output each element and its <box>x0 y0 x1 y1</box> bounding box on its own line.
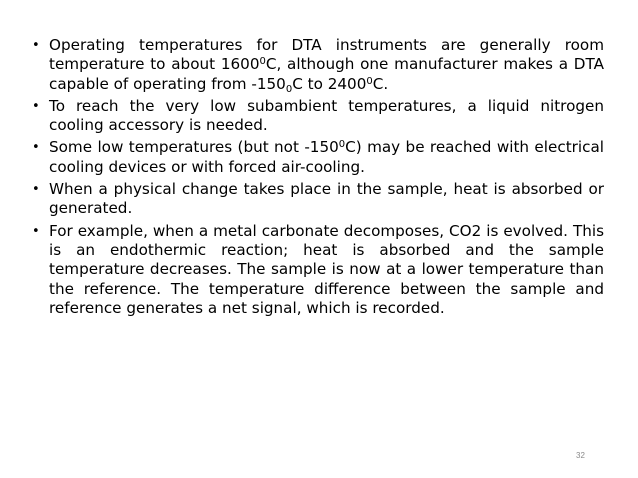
bullet-dot-icon: • <box>32 182 40 198</box>
bullet-list <box>32 36 604 321</box>
text-segment: C. <box>372 74 389 93</box>
bullet-item-example <box>32 222 604 318</box>
text-segment: C to 2400 <box>292 74 367 93</box>
superscript: 0 <box>366 75 373 87</box>
bullet-text: To reach the very low subambient temperatures, a liquid nitrogen cooling accessory is needed. <box>49 96 604 135</box>
bullet-item-subambient <box>32 97 604 136</box>
bullet-dot-icon: • <box>32 223 40 239</box>
bullet-item-operating-temperatures <box>32 36 604 94</box>
subscript: 0 <box>285 83 293 95</box>
bullet-item-physical-change <box>32 180 604 219</box>
bullet-item-low-temperatures <box>32 138 604 177</box>
bullet-text <box>49 36 604 93</box>
superscript: 0 <box>338 139 346 151</box>
text-segment: C, although one manufacturer makes a DTA capable of operating from -150 <box>49 55 604 93</box>
text-segment: Operating temperatures for DTA instruments are generally room temperature to about 1600 <box>49 36 604 74</box>
bullet-dot-icon: • <box>32 98 40 114</box>
text-segment: Some low temperatures (but not -150 <box>49 138 339 157</box>
bullet-text <box>49 138 604 175</box>
bullet-dot-icon: • <box>32 140 40 156</box>
text-segment: C) may be reached with electrical cooling devices or with forced air-cooling. <box>49 138 604 176</box>
bullet-dot-icon: • <box>32 38 40 53</box>
bullet-text: When a physical change takes place in the sample, heat is absorbed or generated. <box>49 180 604 218</box>
page-number: 32 <box>576 451 585 460</box>
superscript: 0 <box>259 56 266 68</box>
bullet-text: For example, when a metal carbonate decomposes, CO2 is evolved. This is an endothermic reaction; heat is absorbed and the sample temperature decreases. The sample is now at a lower temperature than the reference. The temperature difference between the sample and reference generates a net signal, which is recorded. <box>49 221 604 317</box>
